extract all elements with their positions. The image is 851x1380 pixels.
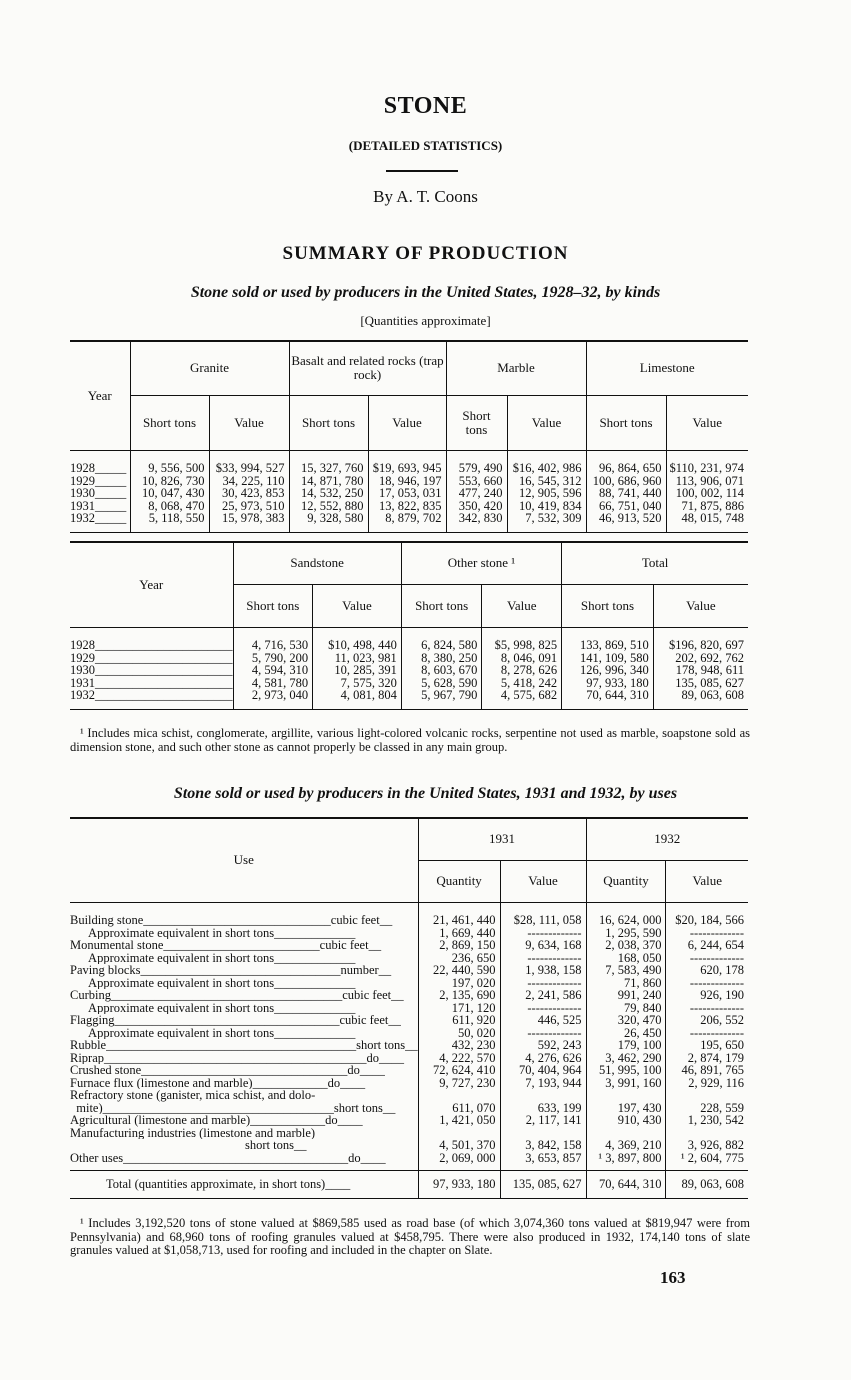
table-cell: $19, 693, 945 [368,462,446,475]
table-cell: 16, 624, 000 [586,914,666,927]
table-cell: 1, 295, 590 [586,927,666,940]
table-cell: 5, 790, 200 [233,652,313,665]
table-row [70,664,748,677]
table3-total-label: Total (quantities approximate, in short tons)____ [106,1176,351,1191]
table-cell: 926, 190 [666,989,748,1002]
table-cell: 10, 419, 834 [507,500,586,513]
table-row [70,462,748,475]
footnote-other-stone: ¹ Includes mica schist, conglomerate, argillite, various light-colored volcanic rocks, serpentine not used as marble, soapstone sold as dimension stone, and such other stone as cannot properly be classed in any main group. [70,726,750,754]
row-year: 1931_____ [70,499,127,512]
table1-sub-short-tons: Short tons [586,395,666,450]
table-cell: 11, 023, 981 [313,652,402,665]
row-year: 1928_____ [70,462,127,475]
table-cell: 1, 230, 542 [666,1114,748,1127]
table3-sub-quantity: Quantity [418,860,500,902]
table3-sub-quantity: Quantity [586,860,666,902]
table-cell: 17, 053, 031 [368,487,446,500]
title-rule [386,170,458,172]
table-cell: 3, 842, 158 [500,1139,586,1152]
table-cell: 70, 404, 964 [500,1064,586,1077]
table-cell: 4, 081, 804 [313,689,402,702]
table-cell: 2, 038, 370 [586,939,666,952]
table1-group-marble: Marble [446,341,586,395]
table-row [70,914,748,927]
page-number: 163 [660,1268,686,1287]
table-cell: 10, 285, 391 [313,664,402,677]
table-row [70,1152,748,1165]
table-cell: 26, 450 [586,1027,666,1040]
table1-title: Stone sold or used by producers in the United States, 1928–32, by kinds [190,284,661,301]
table-cell: 197, 430 [586,1102,666,1115]
table-row [70,1089,748,1102]
table-cell: 97, 933, 180 [562,677,654,690]
table1-group-basalt: Basalt and related rocks (trap rock) [289,341,446,395]
table-cell: 8, 278, 626 [482,664,562,677]
table-cell: 2, 135, 690 [418,989,500,1002]
table3-sub-value: Value [500,860,586,902]
table-cell: 6, 824, 580 [401,639,482,652]
row-use: Paving blocks________________________________number__ [70,964,392,977]
table-cell: 25, 973, 510 [209,500,289,513]
author-line: By A. T. Coons [373,187,478,206]
table-cell: 4, 716, 530 [233,639,313,652]
table-cell: 14, 532, 250 [289,487,368,500]
table-cell: 5, 967, 790 [401,689,482,702]
table-cell: 633, 199 [500,1102,586,1115]
table-cell: 202, 692, 762 [653,652,748,665]
row-year: 1931______________________ [70,676,233,689]
table-cell: 34, 225, 110 [209,475,289,488]
table3-year-1931: 1931 [418,818,586,860]
row-use: Furnace flux (limestone and marble)____________do____ [70,1076,366,1089]
row-use: Agricultural (limestone and marble)____________do____ [70,1114,363,1127]
table2-sub-short-tons: Short tons [233,584,313,627]
table-row [70,639,748,652]
table-cell: 5, 418, 242 [482,677,562,690]
table-cell: 5, 118, 550 [130,512,209,525]
table-cell: 991, 240 [586,989,666,1002]
table-row [70,989,748,1002]
row-use: Approximate equivalent in short tons_____________ [70,951,356,964]
table-cell: 4, 222, 570 [418,1052,500,1065]
table-cell: ------------- [500,952,586,965]
table-row [70,487,748,500]
table-cell: 2, 973, 040 [233,689,313,702]
table1-sub-value: Value [507,395,586,450]
table-cell: 9, 634, 168 [500,939,586,952]
table-cell: 3, 462, 290 [586,1052,666,1065]
table-cell: 197, 020 [418,977,500,990]
table3-total-cell: 89, 063, 608 [666,1170,748,1198]
table-cell: 4, 581, 780 [233,677,313,690]
table-cell: 10, 047, 430 [130,487,209,500]
table-cell: 16, 545, 312 [507,475,586,488]
table-cell: 66, 751, 040 [586,500,666,513]
table3-use-header: Use [70,818,418,902]
table-cell: 8, 879, 702 [368,512,446,525]
table3-year-1932: 1932 [586,818,748,860]
table-cell: 133, 869, 510 [562,639,654,652]
table-cell: 342, 830 [446,512,507,525]
table-cell: 611, 070 [418,1102,500,1115]
table-cell: 18, 946, 197 [368,475,446,488]
table-cell: 126, 996, 340 [562,664,654,677]
table-cell: $5, 998, 825 [482,639,562,652]
table-by-uses [70,817,748,1199]
table-cell: 446, 525 [500,1014,586,1027]
table-cell: 9, 556, 500 [130,462,209,475]
table3-total-cell: 97, 933, 180 [418,1170,500,1198]
table-cell: 620, 178 [666,964,748,977]
table-row [70,939,748,952]
table1-group-granite: Granite [130,341,289,395]
row-use: Crushed stone_________________________________do____ [70,1064,385,1077]
table-cell: 72, 624, 410 [418,1064,500,1077]
table-cell: 8, 068, 470 [130,500,209,513]
table-cell: 12, 552, 880 [289,500,368,513]
table-cell: 6, 244, 654 [666,939,748,952]
row-use: Flagging____________________________________cubic feet__ [70,1014,401,1027]
table-cell: 46, 891, 765 [666,1064,748,1077]
table-cell: 4, 594, 310 [233,664,313,677]
table-cell: 1, 421, 050 [418,1114,500,1127]
table-cell: 910, 430 [586,1114,666,1127]
table-cell: 477, 240 [446,487,507,500]
row-use: Approximate equivalent in short tons_____________ [70,976,356,989]
table-cell: 4, 575, 682 [482,689,562,702]
table-cell: 7, 583, 490 [586,964,666,977]
table-cell: 141, 109, 580 [562,652,654,665]
table2-group-other-stone: Other stone ¹ [401,542,561,584]
table-row [70,1077,748,1090]
table2-sub-value: Value [653,584,748,627]
table-cell: 171, 120 [418,1002,500,1015]
table-cell: 178, 948, 611 [653,664,748,677]
table1-sub-short-tons: Short tons [130,395,209,450]
table2-sub-short-tons: Short tons [562,584,654,627]
table2-group-total: Total [562,542,748,584]
row-year: 1932______________________ [70,689,233,702]
table-cell: 21, 461, 440 [418,914,500,927]
row-year: 1930_____ [70,487,127,500]
table-cell [586,1089,666,1102]
table-cell: 100, 686, 960 [586,475,666,488]
table-cell: $33, 994, 527 [209,462,289,475]
table-row [70,1114,748,1127]
table-cell: 2, 929, 116 [666,1077,748,1090]
table-cell: $20, 184, 566 [666,914,748,927]
table-cell: 4, 501, 370 [418,1139,500,1152]
table-cell: ------------- [500,1002,586,1015]
row-use: Approximate equivalent in short tons_____________ [70,926,356,939]
table-cell: 100, 002, 114 [666,487,748,500]
table-cell: 88, 741, 440 [586,487,666,500]
table-cell: 30, 423, 853 [209,487,289,500]
table-cell: 51, 995, 100 [586,1064,666,1077]
table-cell: 8, 046, 091 [482,652,562,665]
row-use: Approximate equivalent in short tons_____________ [70,1026,356,1039]
table-cell: 14, 871, 780 [289,475,368,488]
table-row [70,689,748,702]
row-use: Building stone______________________________cubic feet__ [70,914,393,927]
table-cell: ------------- [500,1027,586,1040]
table-cell: 3, 991, 160 [586,1077,666,1090]
table-cell: 3, 926, 882 [666,1139,748,1152]
table-cell [418,1089,500,1102]
table1-year-header: Year [70,341,130,450]
table-cell: ------------- [666,1027,748,1040]
row-use: mite)_____________________________________short tons__ [70,1101,396,1114]
table-cell [500,1089,586,1102]
table-cell: ------------- [666,927,748,940]
table-cell: 4, 276, 626 [500,1052,586,1065]
table-cell: 89, 063, 608 [653,689,748,702]
table-by-kinds [70,340,748,533]
summary-heading: SUMMARY OF PRODUCTION [282,243,569,264]
table-cell: ------------- [500,977,586,990]
footnote-other-uses: ¹ Includes 3,192,520 tons of stone valued at $869,585 used as road base (of which 3,074,360 tons valued at $819,947 were from Pennsylvania) and 68,960 tons of roofing granules valued at $458,795. There were also produced in 1932, 174,140 tons of slate granules valued at $1,058,713, used for roofing and included in the chapter on Slate. [70,1216,750,1257]
row-use: short tons__ [70,1139,307,1152]
table-cell: 22, 440, 590 [418,964,500,977]
table-cell: 113, 906, 071 [666,475,748,488]
table-cell: 611, 920 [418,1014,500,1027]
table1-sub-value: Value [209,395,289,450]
page-title: STONE [383,93,468,119]
table-cell: 179, 100 [586,1039,666,1052]
table-cell: ------------- [666,977,748,990]
table-cell: 553, 660 [446,475,507,488]
table-by-kinds-continued [70,541,748,710]
table-cell: 8, 603, 670 [401,664,482,677]
table-cell: 1, 938, 158 [500,964,586,977]
table1-group-limestone: Limestone [586,341,748,395]
table1-sub-value: Value [666,395,748,450]
table1-sub-short-tons: Short tons [446,395,507,450]
table-cell: 12, 905, 596 [507,487,586,500]
table-cell: 50, 020 [418,1027,500,1040]
table-row [70,1064,748,1077]
table-cell: 8, 380, 250 [401,652,482,665]
table-cell: 350, 420 [446,500,507,513]
table-cell: $110, 231, 974 [666,462,748,475]
row-use: Rubble________________________________________short tons__ [70,1039,418,1052]
row-year: 1929_____ [70,474,127,487]
table-cell: 7, 193, 944 [500,1077,586,1090]
table-cell: 7, 532, 309 [507,512,586,525]
table1-sub-value: Value [368,395,446,450]
table-cell: 2, 117, 141 [500,1114,586,1127]
page-subtitle: (DETAILED STATISTICS) [348,138,503,153]
table1-note: [Quantities approximate] [360,313,491,328]
table-cell: 592, 243 [500,1039,586,1052]
table-cell: $16, 402, 986 [507,462,586,475]
table-cell: ------------- [666,1002,748,1015]
table-cell: 3, 653, 857 [500,1152,586,1165]
row-use: Monumental stone_________________________cubic feet__ [70,939,382,952]
table-cell [666,1089,748,1102]
table-cell: 9, 328, 580 [289,512,368,525]
table-cell: ------------- [500,927,586,940]
table-cell: $10, 498, 440 [313,639,402,652]
row-use: Refractory stone (ganister, mica schist, and dolo- [70,1089,316,1102]
table-cell: 2, 241, 586 [500,989,586,1002]
table-cell: 10, 826, 730 [130,475,209,488]
row-use: Riprap__________________________________________do____ [70,1051,405,1064]
table-cell: ¹ 2, 604, 775 [666,1152,748,1165]
table-cell: 320, 470 [586,1014,666,1027]
row-year: 1928______________________ [70,639,233,652]
table-row [70,964,748,977]
row-use: Curbing_____________________________________cubic feet__ [70,989,404,1002]
table-row [70,1139,748,1152]
table-cell: $196, 820, 697 [653,639,748,652]
table-cell: 579, 490 [446,462,507,475]
table2-year-header: Year [70,542,233,627]
row-use: Approximate equivalent in short tons_____________ [70,1001,356,1014]
table-cell: ¹ 3, 897, 800 [586,1152,666,1165]
row-use: Manufacturing industries (limestone and marble) [70,1126,316,1139]
table-cell: 228, 559 [666,1102,748,1115]
table-cell: 48, 015, 748 [666,512,748,525]
table-cell: 15, 327, 760 [289,462,368,475]
table-cell: 2, 069, 000 [418,1152,500,1165]
table-cell: 236, 650 [418,952,500,965]
table3-sub-value: Value [666,860,748,902]
table-cell: 1, 669, 440 [418,927,500,940]
table-cell: 71, 875, 886 [666,500,748,513]
table3-total-cell: 135, 085, 627 [500,1170,586,1198]
table-cell: 46, 913, 520 [586,512,666,525]
table-cell: 5, 628, 590 [401,677,482,690]
row-use: Other uses____________________________________do____ [70,1151,386,1164]
table-row [70,1014,748,1027]
table-cell: 168, 050 [586,952,666,965]
row-year: 1930______________________ [70,664,233,677]
table-cell: 2, 874, 179 [666,1052,748,1065]
row-year: 1929______________________ [70,651,233,664]
table-cell: 70, 644, 310 [562,689,654,702]
table2-group-sandstone: Sandstone [233,542,401,584]
table-cell: 432, 230 [418,1039,500,1052]
table1-sub-short-tons: Short tons [289,395,368,450]
table-row [70,512,748,525]
table-cell: 195, 650 [666,1039,748,1052]
table-cell: 71, 860 [586,977,666,990]
table-cell: 13, 822, 835 [368,500,446,513]
table3-total-cell: 70, 644, 310 [586,1170,666,1198]
table-cell: 135, 085, 627 [653,677,748,690]
table-cell: 15, 978, 383 [209,512,289,525]
table2-sub-value: Value [482,584,562,627]
row-year: 1932_____ [70,512,127,525]
table2-sub-short-tons: Short tons [401,584,482,627]
table3-title: Stone sold or used by producers in the United States, 1931 and 1932, by uses [173,785,678,802]
table-cell: $28, 111, 058 [500,914,586,927]
table2-sub-value: Value [313,584,402,627]
table-cell: 7, 575, 320 [313,677,402,690]
table-row [70,1039,748,1052]
table-cell: ------------- [666,952,748,965]
table-cell: 4, 369, 210 [586,1139,666,1152]
table-cell: 2, 869, 150 [418,939,500,952]
table-cell: 206, 552 [666,1014,748,1027]
table-cell: 9, 727, 230 [418,1077,500,1090]
table-cell: 79, 840 [586,1002,666,1015]
table-cell: 96, 864, 650 [586,462,666,475]
